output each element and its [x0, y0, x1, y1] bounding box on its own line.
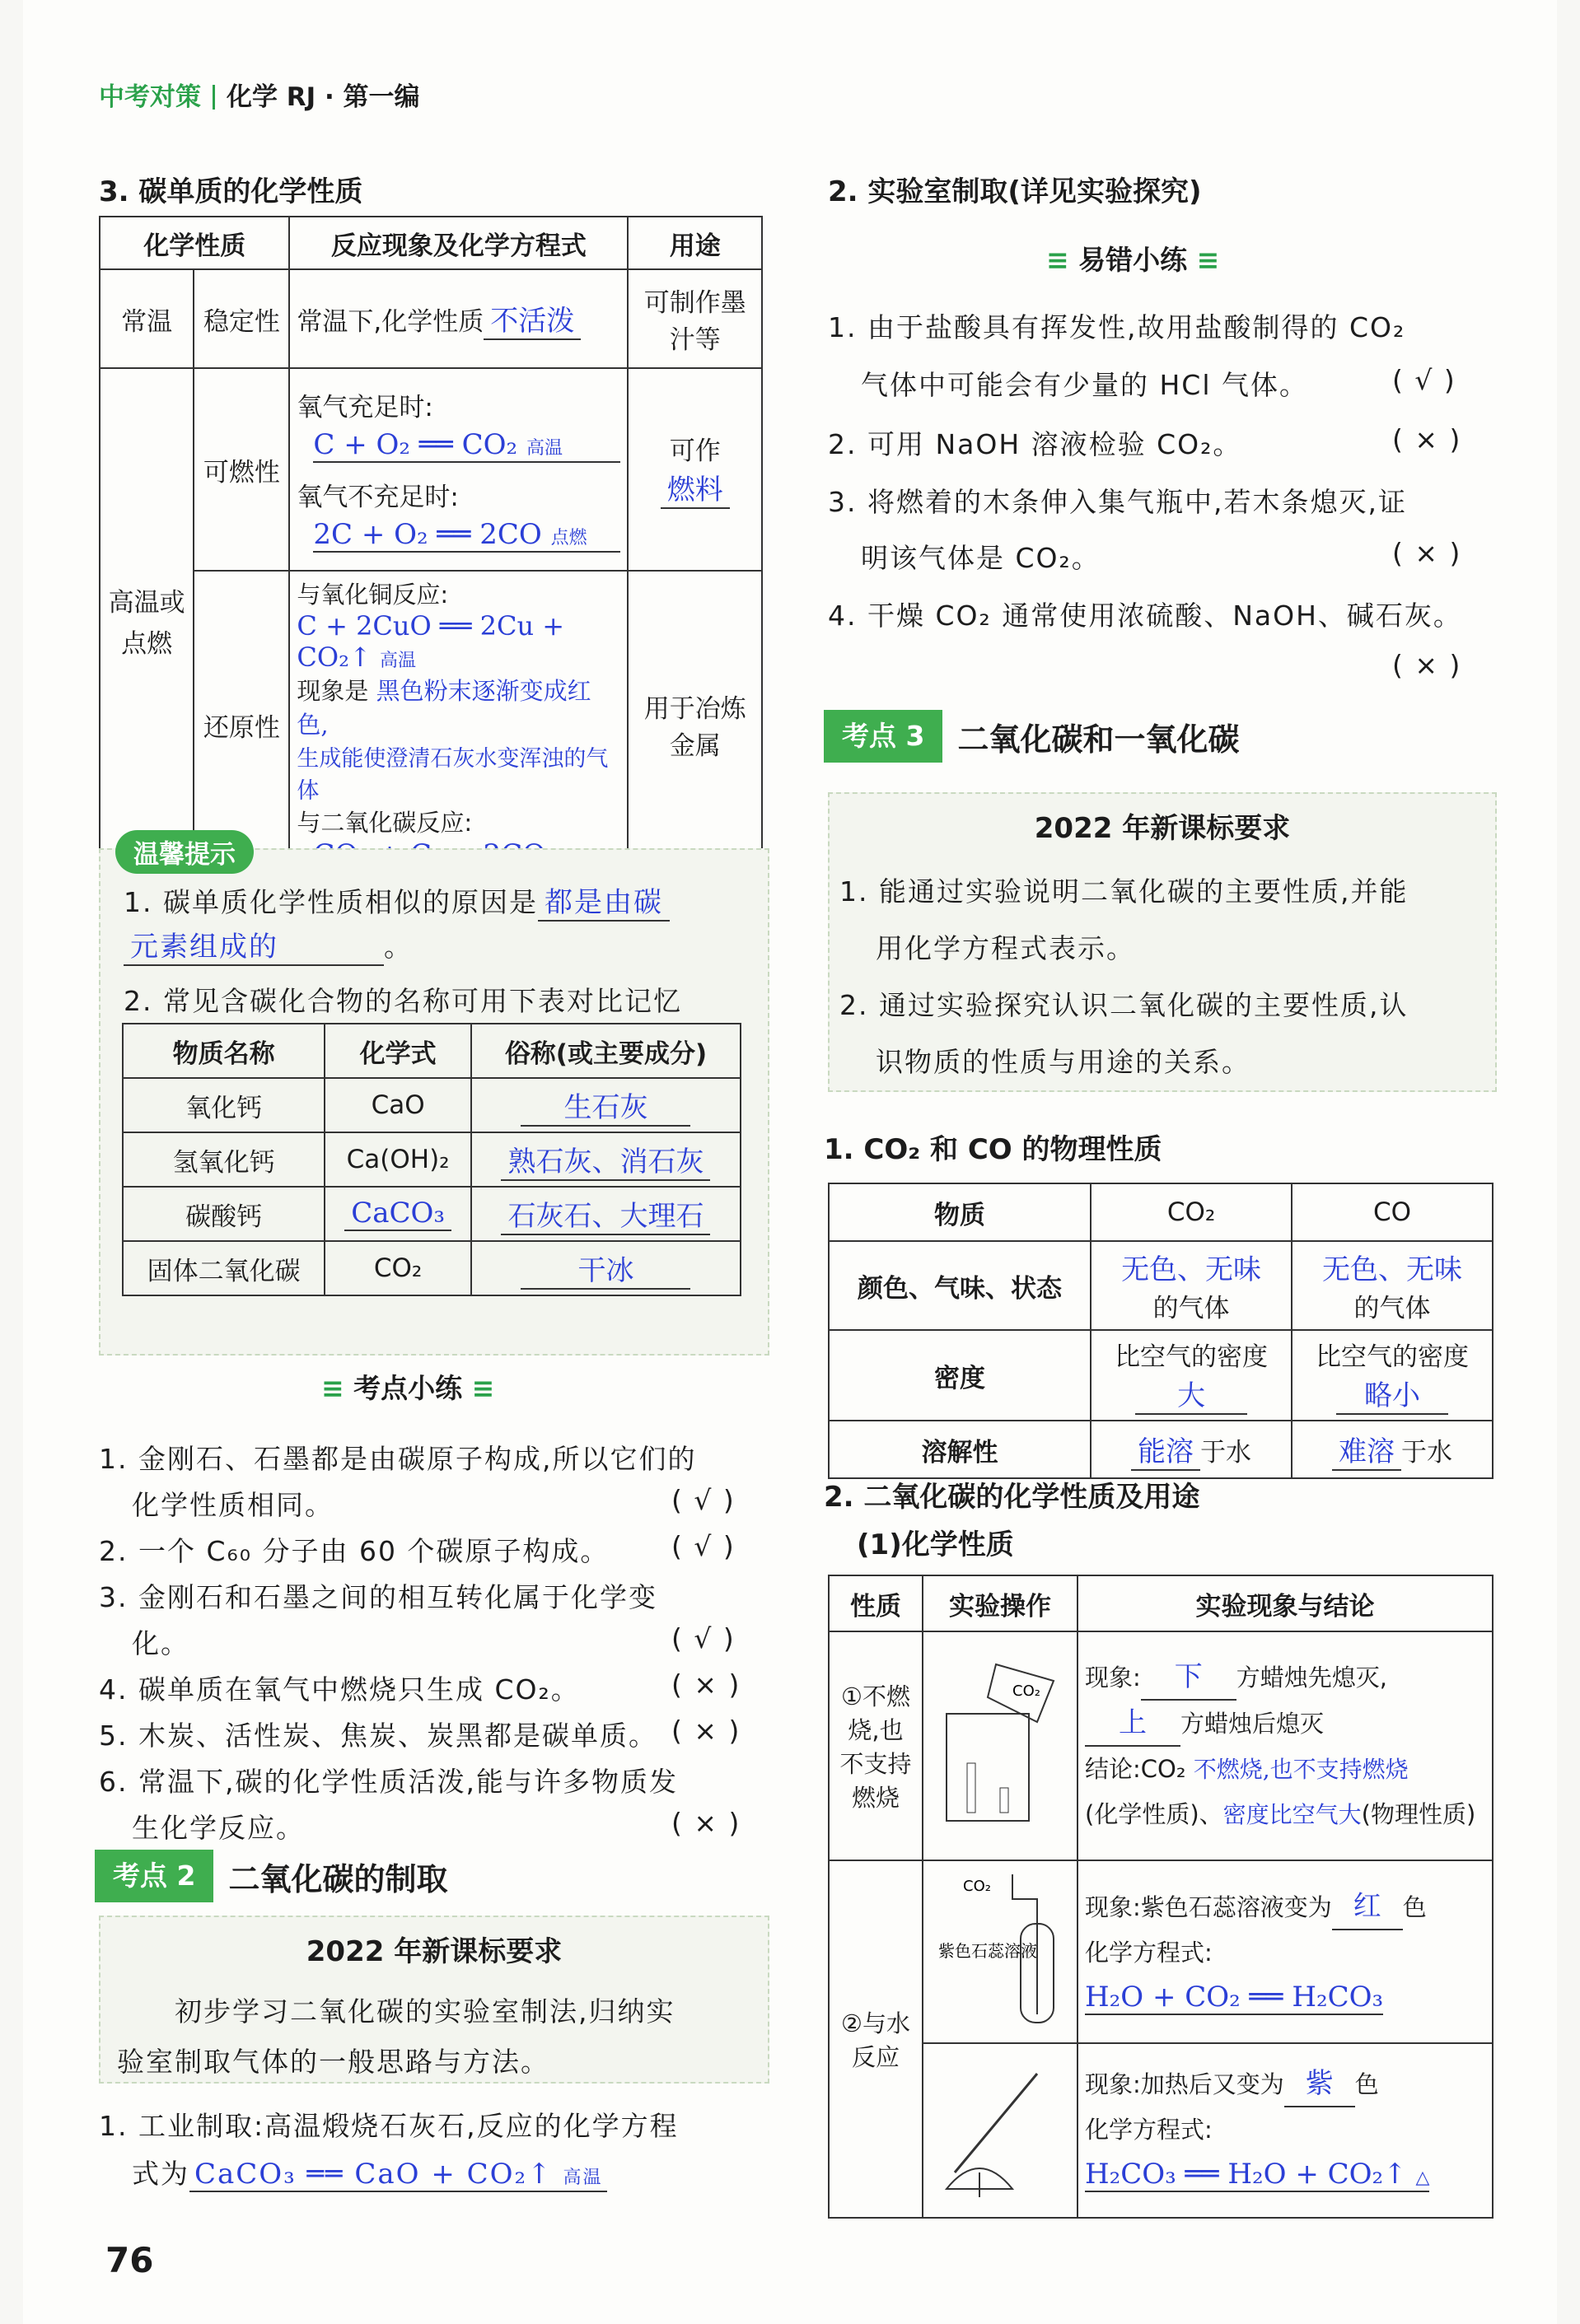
svg-text:CO₂: CO₂ [963, 1878, 991, 1895]
practice-title: ≡ 考点小练 ≡ [321, 1372, 495, 1404]
tip-line-1b: 元素组成的 。 [124, 924, 413, 966]
chem-table: 性质 实验操作 实验现象与结论 ①不燃烧,也不支持燃烧 CO₂ 现象: 下 方蜡烛先熄灭, 上 方蜡烛后熄灭 结论:CO₂ 不燃烧,也不支持燃烧 (化学性质)、密度比空气大(物理性质) ②与水反应 CO₂ 紫色石蕊溶液 现象:紫色石蕊溶液变为 红 色 化学方程式: H₂O + CO₂ ══ H₂CO₃ 现象:加热后又变为 紫 色 化学方程式: H₂CO₃ ══ H₂O + CO₂↑ △ [828, 1575, 1494, 2219]
mistake-title: ≡ 易错小练 ≡ [1046, 244, 1220, 276]
physical-table: 物质 CO₂ CO 颜色、气味、状态 无色、无味 的气体 无色、无味 的气体 密度 比空气的密度 大 比空气的密度 略小 溶解性 能溶 于水 难溶 于水 [828, 1183, 1494, 1479]
k2-req: 2022 年新课标要求 初步学习二氧化碳的实验室制法,归纳实 验室制取气体的一般思路与方法。 [99, 1916, 769, 2084]
svg-text:CO₂: CO₂ [1012, 1682, 1040, 1700]
tip-badge: 温馨提示 [115, 830, 254, 874]
compound-table: 物质名称 化学式 俗称(或主要成分) 氧化钙 CaO 生石灰 氢氧化钙 Ca(OH)₂ 熟石灰、消石灰 碳酸钙 CaCO₃ 石灰石、大理石 固体二氧化碳 CO₂ 干冰 [122, 1023, 741, 1296]
section-k3: 考点 3 二氧化碳和一氧化碳 [824, 710, 1239, 763]
litmus-tube-diagram [930, 1866, 1062, 2031]
page-header: 中考对策 化学 RJ · 第一编 [99, 82, 420, 112]
section-title: 3. 碳单质的化学性质 [99, 175, 363, 208]
candle-beaker-diagram [930, 1648, 1062, 1837]
page-number: 76 [105, 2240, 154, 2280]
k2-eq-line: 式为 CaCO₃ ══ CaO + CO₂↑ 高温 [132, 2153, 607, 2191]
heating-tube-diagram [930, 2049, 1062, 2205]
carbon-properties-table: 化学性质 反应现象及化学方程式 用途 常温 稳定性 常温下,化学性质 不活泼 可制作墨汁等 高温或点燃 可燃性 氧气充足时: C + O₂ ══ CO₂ 高温 氧气不充足时: 2C + O₂ ══ 2CO 点燃 可作 燃料 还原性 与氧化铜反应: C + 2CuO ══ 2Cu + CO₂↑ 高温 现象是 黑色粉末逐渐变成红色, 生成能使澄清石灰水变浑浊的气体 与二氧化碳反应: 用于冶炼金属 [99, 216, 763, 880]
svg-text:紫色石蕊溶液: 紫色石蕊溶液 [938, 1941, 1037, 1961]
tip-line-2: 2. 常见含碳化合物的名称可用下表对比记忆 [124, 985, 682, 1017]
k3-req: 2022 年新课标要求 1. 能通过实验说明二氧化碳的主要性质,并能 用化学方程式表示。 2. 通过实验探究认识二氧化碳的主要性质,认 识物质的性质与用途的关系。 [828, 792, 1497, 1092]
section-k2: 考点 2 二氧化碳的制取 [95, 1850, 447, 1902]
tip-line-1: 1. 碳单质化学性质相似的原因是 都是由碳 [124, 880, 670, 922]
